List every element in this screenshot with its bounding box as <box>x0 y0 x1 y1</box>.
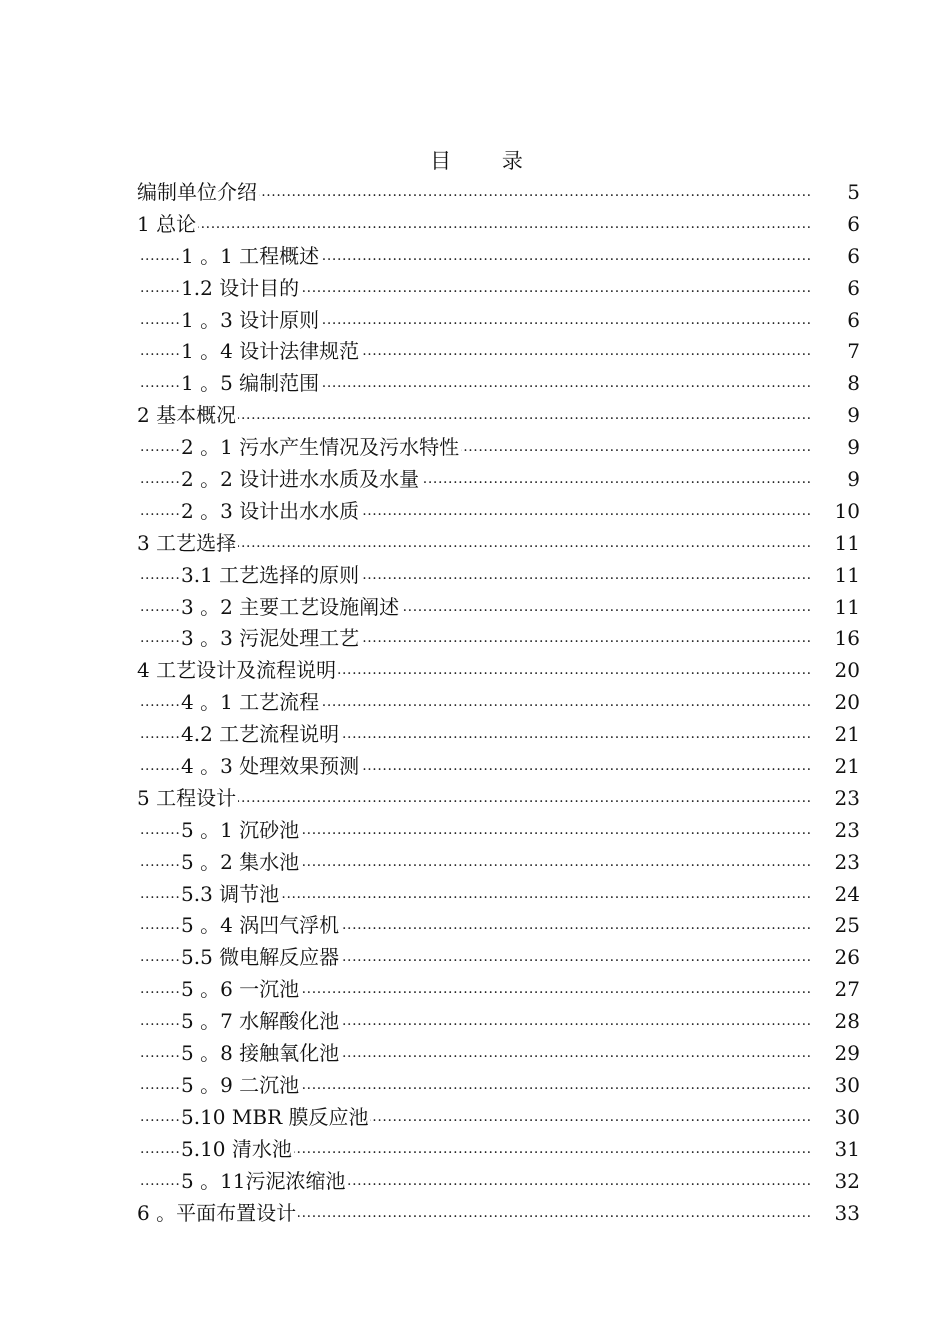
toc-entry-label: 1 。3 设计原则 <box>181 305 321 337</box>
toc-entry-page-number: 30 <box>834 1072 860 1097</box>
toc-entry-page-number: 30 <box>834 1104 860 1129</box>
toc-entry[interactable] <box>0 496 950 528</box>
toc-dot-leader <box>140 528 812 560</box>
toc-entry-page-number: 6 <box>847 307 860 332</box>
toc-entry-page-number: 23 <box>834 849 860 874</box>
toc-entry-page-number: 28 <box>834 1009 860 1034</box>
toc-entry-label: 4 工艺设计及流程说明 <box>137 655 338 687</box>
toc-entry-label: 1 。4 设计法律规范 <box>181 336 361 368</box>
toc-entry[interactable] <box>0 655 950 687</box>
toc-entry[interactable] <box>0 464 950 496</box>
toc-entry-label: 5 。1 沉砂池 <box>181 815 301 847</box>
toc-entry[interactable] <box>0 1102 950 1134</box>
toc-entry-page-number: 33 <box>834 1200 860 1225</box>
toc-entry-label: 3 。3 污泥处理工艺 <box>181 623 361 655</box>
toc-entry[interactable] <box>0 209 950 241</box>
toc-entry-page-number: 26 <box>834 945 860 970</box>
toc-entry[interactable] <box>0 847 950 879</box>
toc-entry[interactable] <box>0 1006 950 1038</box>
toc-entry[interactable] <box>0 1070 950 1102</box>
toc-entry-label: 2 。3 设计出水水质 <box>181 496 361 528</box>
toc-entry-label: 5 。11污泥浓缩池 <box>181 1166 348 1198</box>
toc-entry-label: 4 。1 工艺流程 <box>181 687 321 719</box>
toc-entry-page-number: 8 <box>847 371 860 396</box>
toc-entry-label: 5 。7 水解酸化池 <box>181 1006 341 1038</box>
toc-entry-label: 5.10 MBR 膜反应池 <box>181 1102 370 1134</box>
toc-entry-page-number: 21 <box>834 722 860 747</box>
toc-entry[interactable] <box>0 368 950 400</box>
toc-entry-page-number: 9 <box>847 403 860 428</box>
toc-dot-leader <box>140 209 812 241</box>
toc-entry-page-number: 6 <box>847 275 860 300</box>
toc-entry[interactable] <box>0 815 950 847</box>
toc-entry-page-number: 11 <box>834 530 860 555</box>
toc-entry-label: 1 总论 <box>137 209 198 241</box>
toc-entry-page-number: 32 <box>834 1168 860 1193</box>
toc-entry-page-number: 21 <box>834 754 860 779</box>
toc-dot-leader <box>140 400 812 432</box>
toc-entry-label: 5 。9 二沉池 <box>181 1070 301 1102</box>
toc-entry[interactable] <box>0 1166 950 1198</box>
toc-entry-label: 5 。4 涡凹气浮机 <box>181 910 341 942</box>
toc-entry[interactable] <box>0 623 950 655</box>
toc-entry-label: 2 。2 设计进水水质及水量 <box>181 464 421 496</box>
toc-entry[interactable] <box>0 783 950 815</box>
toc-entry-label: 5.10 清水池 <box>181 1134 294 1166</box>
toc-entry-label: 3 。2 主要工艺设施阐述 <box>181 592 401 624</box>
toc-entry-label: 2 。1 污水产生情况及污水特性 <box>181 432 461 464</box>
toc-entry-label: 5 。6 一沉池 <box>181 974 301 1006</box>
toc-entry-label: 3.1 工艺选择的原则 <box>181 560 361 592</box>
toc-entry[interactable] <box>0 592 950 624</box>
toc-entry[interactable] <box>0 879 950 911</box>
toc-entry[interactable] <box>0 241 950 273</box>
toc-entry-page-number: 9 <box>847 467 860 492</box>
toc-entry-page-number: 23 <box>834 785 860 810</box>
toc-entry[interactable] <box>0 1134 950 1166</box>
toc-entry-label: 1 。5 编制范围 <box>181 368 321 400</box>
toc-entry[interactable] <box>0 1038 950 1070</box>
toc-entry[interactable] <box>0 305 950 337</box>
toc-entry-page-number: 11 <box>834 594 860 619</box>
toc-entry-page-number: 6 <box>847 211 860 236</box>
toc-entry-label: 5 。2 集水池 <box>181 847 301 879</box>
toc-entry-label: 1 。1 工程概述 <box>181 241 321 273</box>
toc-entry-page-number: 16 <box>834 626 860 651</box>
toc-entry-page-number: 31 <box>834 1136 860 1161</box>
toc-entry-page-number: 29 <box>834 1041 860 1066</box>
toc-entry-page-number: 25 <box>834 913 860 938</box>
toc-entry-label: 编制单位介绍 <box>137 177 259 209</box>
toc-entry[interactable] <box>0 273 950 305</box>
toc-entry-page-number: 10 <box>834 498 860 523</box>
toc-entry[interactable] <box>0 910 950 942</box>
toc-entry-page-number: 11 <box>834 562 860 587</box>
toc-entry[interactable] <box>0 942 950 974</box>
toc-entry-label: 5 。8 接触氧化池 <box>181 1038 341 1070</box>
toc-entry-page-number: 24 <box>834 881 860 906</box>
toc-entry-label: 5 工程设计 <box>137 783 238 815</box>
toc-entry[interactable] <box>0 751 950 783</box>
toc-entry[interactable] <box>0 336 950 368</box>
toc-entry-label: 6 。平面布置设计 <box>137 1198 298 1230</box>
toc-entry-page-number: 9 <box>847 435 860 460</box>
toc-entry-label: 5.5 微电解反应器 <box>181 942 341 974</box>
toc-entry[interactable] <box>0 528 950 560</box>
toc-dot-leader <box>140 783 812 815</box>
toc-title: 目 录 <box>430 149 545 173</box>
toc-entry-label: 5.3 调节池 <box>181 879 281 911</box>
toc-entry-label: 4.2 工艺流程说明 <box>181 719 341 751</box>
toc-entry-label: 1.2 设计目的 <box>181 273 301 305</box>
toc-entry-page-number: 23 <box>834 817 860 842</box>
table-of-contents <box>0 177 950 1229</box>
toc-entry-page-number: 5 <box>847 180 860 204</box>
toc-entry-page-number: 6 <box>847 243 860 268</box>
toc-entry[interactable] <box>0 432 950 464</box>
toc-entry[interactable] <box>0 719 950 751</box>
toc-entry-page-number: 20 <box>834 658 860 683</box>
toc-entry[interactable] <box>0 1198 950 1230</box>
toc-entry-page-number: 20 <box>834 690 860 715</box>
toc-entry[interactable] <box>0 400 950 432</box>
toc-entry[interactable] <box>0 177 950 209</box>
toc-entry[interactable] <box>0 687 950 719</box>
toc-entry[interactable] <box>0 560 950 592</box>
toc-entry-label: 4 。3 处理效果预测 <box>181 751 361 783</box>
toc-entry-label: 2 基本概况 <box>137 400 238 432</box>
toc-entry[interactable] <box>0 974 950 1006</box>
toc-entry-label: 3 工艺选择 <box>137 528 238 560</box>
toc-entry-page-number: 7 <box>847 339 860 364</box>
toc-entry-page-number: 27 <box>834 977 860 1002</box>
